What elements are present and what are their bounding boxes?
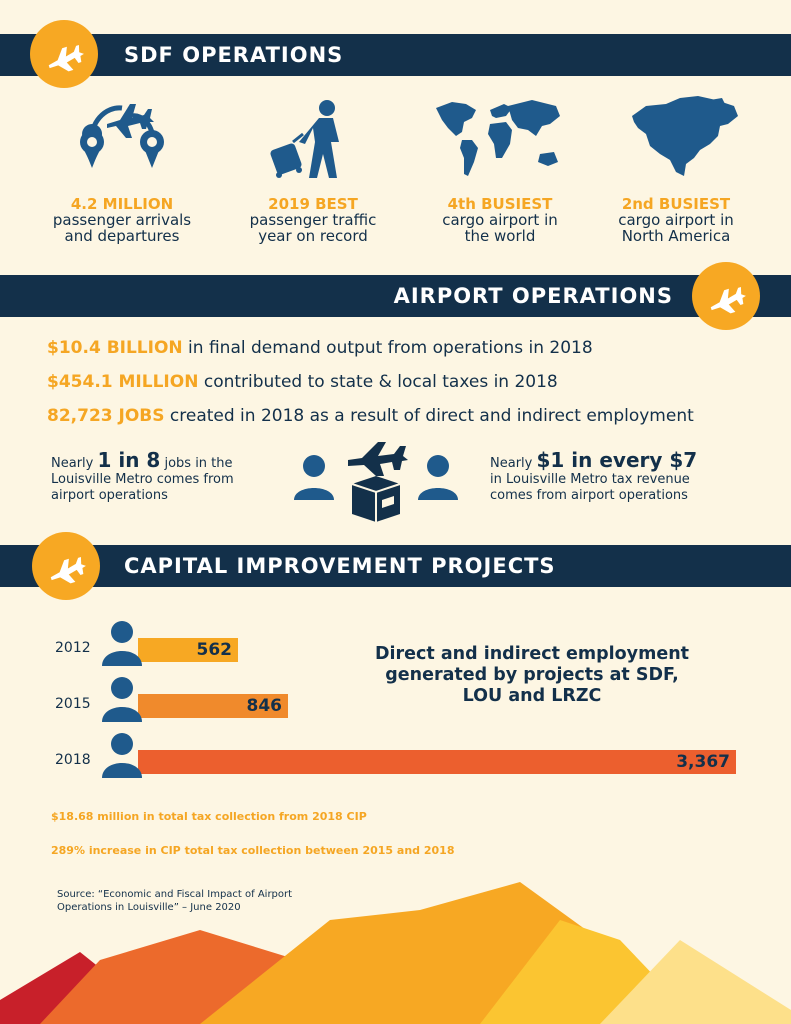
stat-na-cargo xyxy=(591,196,761,244)
stat-passengers xyxy=(37,196,207,244)
stat-highlight: 2019 BEST xyxy=(268,195,358,213)
bar xyxy=(138,750,736,774)
plane-badge-icon xyxy=(30,20,98,88)
person-icon xyxy=(100,674,144,722)
section-title: CAPITAL IMPROVEMENT PROJECTS xyxy=(124,554,556,578)
plane-route-icon xyxy=(72,96,172,176)
stat-text: North America xyxy=(621,227,731,245)
plane-badge-icon xyxy=(692,262,760,330)
stat-text: cargo airport in xyxy=(618,211,734,229)
stat-text: passenger arrivals xyxy=(52,211,192,229)
ops-line-output xyxy=(47,338,593,358)
bar-year-label: 2012 xyxy=(55,640,91,656)
stat-text: year on record xyxy=(258,227,368,245)
traveler-icon xyxy=(265,98,355,180)
stat-highlight: 4th BUSIEST xyxy=(447,195,553,213)
metro-tax-note xyxy=(490,448,750,504)
metro-text: Louisville Metro comes from xyxy=(51,472,234,487)
metro-text: Nearly xyxy=(490,456,537,471)
plane-badge-icon xyxy=(32,532,100,600)
ops-line-taxes xyxy=(47,372,558,392)
airport-banner xyxy=(0,275,791,317)
metro-highlight: $1 in every $7 xyxy=(536,448,698,472)
cip-chart-caption xyxy=(352,644,712,707)
section-title: AIRPORT OPERATIONS xyxy=(393,284,673,308)
stat-best-year xyxy=(228,196,398,244)
metro-highlight: 1 in 8 xyxy=(97,448,161,472)
stat-text: the world xyxy=(464,227,536,245)
metro-jobs-note xyxy=(51,448,291,504)
bar xyxy=(138,638,238,662)
ops-highlight: 82,723 JOBS xyxy=(47,406,165,426)
metro-text: airport operations xyxy=(51,488,168,503)
world-map-icon xyxy=(432,96,564,180)
bar-value-label: 846 xyxy=(246,696,282,716)
stat-text: cargo airport in xyxy=(442,211,558,229)
bar xyxy=(138,694,288,718)
bar-year-label: 2018 xyxy=(55,752,91,768)
mountains-decoration xyxy=(0,880,791,1024)
bar-value-label: 3,367 xyxy=(676,752,730,772)
ops-text: contributed to state & local taxes in 2018 xyxy=(198,372,558,392)
metro-text: Nearly xyxy=(51,456,98,471)
metro-text: comes from airport operations xyxy=(490,488,688,503)
stat-text: and departures xyxy=(64,227,180,245)
stat-highlight: 2nd BUSIEST xyxy=(621,195,731,213)
caption-line: generated by projects at SDF, xyxy=(385,665,679,685)
people-cargo-icon xyxy=(290,440,462,524)
bar-value-label: 562 xyxy=(196,640,232,660)
person-icon xyxy=(100,730,144,778)
section-title: SDF OPERATIONS xyxy=(124,43,344,67)
ops-highlight: $454.1 MILLION xyxy=(47,372,199,392)
tax-increase-fact: 289% increase in CIP total tax collection between 2015 and 2018 xyxy=(51,844,455,857)
bar-row xyxy=(0,738,791,788)
tax-collection-fact: $18.68 million in total tax collection from 2018 CIP xyxy=(51,810,367,823)
caption-line: Direct and indirect employment xyxy=(374,644,690,664)
ops-highlight: $10.4 BILLION xyxy=(47,338,183,358)
sdf-banner xyxy=(0,34,791,76)
stat-text: passenger traffic xyxy=(249,211,377,229)
cip-banner xyxy=(0,545,791,587)
source-line: Operations in Louisville” – June 2020 xyxy=(57,902,241,913)
north-america-map-icon xyxy=(626,94,742,182)
bar-year-label: 2015 xyxy=(55,696,91,712)
metro-text: in Louisville Metro tax revenue xyxy=(490,472,690,487)
ops-line-jobs xyxy=(47,406,694,426)
caption-line: LOU and LRZC xyxy=(462,686,602,706)
source-line: Source: “Economic and Fiscal Impact of Airport xyxy=(57,889,293,900)
metro-text: jobs in the xyxy=(160,456,233,471)
stat-world-cargo xyxy=(415,196,585,244)
ops-text: in final demand output from operations in 2018 xyxy=(182,338,593,358)
person-icon xyxy=(100,618,144,666)
ops-text: created in 2018 as a result of direct and indirect employment xyxy=(164,406,694,426)
stat-highlight: 4.2 MILLION xyxy=(70,195,174,213)
